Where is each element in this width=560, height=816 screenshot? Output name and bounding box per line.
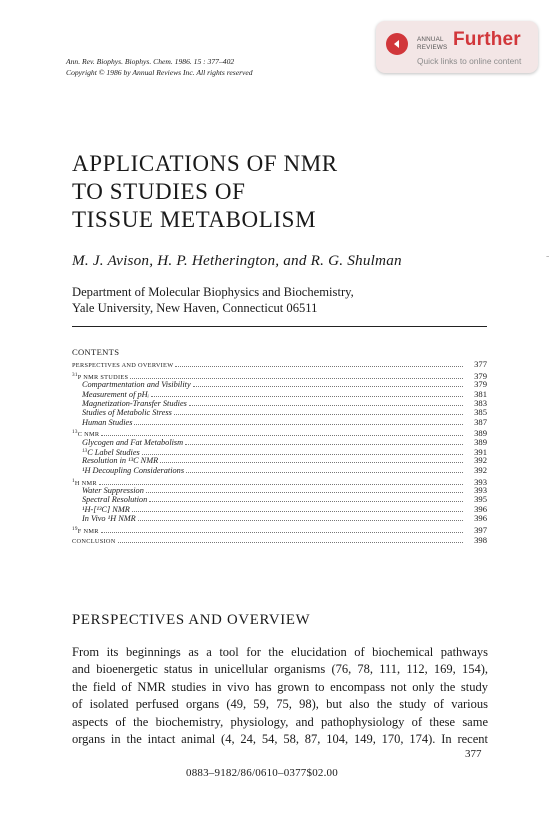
toc-entry-text: Compartmentation and Visibility [82,380,191,390]
toc-entry-title [72,399,187,408]
toc-leader-dots [146,486,463,493]
toc-entry[interactable] [72,438,487,447]
toc-entry[interactable] [72,418,487,427]
toc-page-number: 377 [474,359,487,369]
toc-entry[interactable] [72,399,487,408]
body-line: the field of NMR studies in vivo has grown to encompass not only the study [72,679,488,694]
affiliation-line: Yale University, New Haven, Connecticut 06511 [72,301,318,315]
title-line: TO STUDIES OF [72,179,246,204]
body-line: and bioenergetic status in unicellular organisms (76, 78, 111, 112, 169, 154), [72,662,488,677]
toc-page-number: 393 [474,484,487,495]
toc-page-number: 392 [474,455,487,466]
toc-entry-text: Measurement of pHᵢ [82,389,149,399]
toc-entry-title [72,466,184,475]
toc-leader-dots [138,514,463,521]
edge-mark: - [546,251,550,262]
affiliation-line: Department of Molecular Biophysics and Biochemistry, [72,285,354,299]
toc-entry-title [72,438,183,447]
toc-page-number: 389 [474,428,487,439]
toc-page-number: 379 [474,370,487,381]
toc-page-number: 391 [474,447,487,458]
toc-leader-dots [130,372,463,379]
annual-reviews-further-badge[interactable] [376,21,538,73]
toc-entry-title [72,380,191,389]
toc-entry[interactable] [72,486,487,495]
toc-page-number: 396 [474,503,487,514]
page-number: 377 [465,748,482,760]
toc-entry-text: Resolution in ¹³C NMR [82,456,159,466]
toc-entry-text: CONCLUSION [72,537,116,545]
toc-page-number: 397 [474,524,487,535]
toc-entry-title [72,525,99,536]
body-line: From its beginnings as a tool for the elucidation of biochemical pathways [72,645,488,659]
toc-entry-text: Studies of Metabolic Stress [82,408,172,418]
toc-entry[interactable] [72,456,487,465]
toc-entry-text: Human Studies [82,417,133,427]
toc-entry-title [72,486,144,495]
toc-entry[interactable] [72,408,487,417]
toc-entry-text: ¹H Decoupling Considerations [82,465,185,475]
toc-entry[interactable] [72,514,487,523]
author-affiliation [72,284,354,316]
toc-entry-text: In Vivo ¹H NMR [82,514,136,523]
toc-leader-dots [142,448,463,455]
isotope-superscript: 13 [72,429,78,436]
toc-entry[interactable] [72,477,487,486]
toc-entry-text: Water Suppression [82,485,144,495]
contents-heading: CONTENTS [72,347,120,357]
toc-entry-title [72,408,172,417]
isotope-superscript: 19 [72,525,78,532]
title-line: APPLICATIONS OF NMR [72,151,338,176]
toc-entry[interactable] [72,466,487,475]
toc-entry-text: Glycogen and Fat Metabolism [82,437,184,447]
toc-page-number: 389 [474,436,487,447]
body-line: organs in the intact animal (4, 24, 54, 58, 87, 104, 149, 170, 174). In recent [72,732,488,747]
toc-page-number: 396 [474,513,487,523]
toc-entry-text: Spectral Resolution [82,495,148,505]
toc-leader-dots [99,478,463,485]
toc-entry[interactable] [72,505,487,514]
journal-citation-header [66,56,253,78]
toc-entry[interactable] [72,525,487,534]
journal-citation-line: Ann. Rev. Biophys. Biophys. Chem. 1986. 15 : 377–402 [66,57,235,66]
toc-entry-text: F NMR [77,527,99,535]
copyright-line: Copyright © 1986 by Annual Reviews Inc. All rights reserved [66,68,253,77]
back-arrow-icon [386,33,408,55]
toc-entry-title [72,505,130,514]
title-line: TISSUE METABOLISM [72,207,317,232]
toc-entry-text: ¹H-[¹³C] NMR [82,504,130,514]
toc-entry[interactable] [72,380,487,389]
toc-leader-dots [185,438,463,445]
toc-entry-title [72,418,132,427]
toc-entry-title [72,495,147,504]
article-title [72,150,338,234]
badge-reviews-text: REVIEWS [417,44,448,51]
toc-leader-dots [101,526,463,533]
toc-leader-dots [186,466,463,473]
toc-leader-dots [134,418,463,425]
toc-leader-dots [174,408,463,415]
toc-entry-title [72,537,116,546]
toc-leader-dots [193,380,463,387]
toc-entry-title [72,514,136,523]
left-triangle-icon [391,38,403,50]
toc-entry[interactable] [72,371,487,380]
toc-page-number: 387 [474,416,487,427]
toc-leader-dots [149,495,463,502]
toc-entry-title [72,361,173,370]
toc-leader-dots [160,456,463,463]
toc-entry[interactable] [72,495,487,504]
toc-entry-text: C Label Studies [87,448,140,458]
toc-entry-text: PERSPECTIVES AND OVERVIEW [72,362,174,369]
badge-annual-text: ANNUAL [417,36,444,43]
toc-entry[interactable] [72,536,487,545]
body-paragraph [72,644,488,748]
toc-leader-dots [118,536,463,543]
toc-leader-dots [101,429,463,436]
toc-page-number: 398 [474,534,487,545]
toc-page-number: 379 [474,379,487,390]
table-of-contents [72,360,487,545]
article-authors: M. J. Avison, H. P. Hetherington, and R. G. Shulman [72,252,402,269]
toc-entry-text: Magnetization-Transfer Studies [82,398,187,408]
toc-entry-text: P NMR STUDIES [77,373,129,381]
badge-tagline: Quick links to online content [417,56,522,66]
toc-leader-dots [132,505,463,512]
toc-page-number: 381 [474,388,487,399]
isotope-superscript: 13 [82,448,88,455]
badge-further-logo: Further [453,29,521,50]
section-heading: PERSPECTIVES AND OVERVIEW [72,612,311,628]
isotope-superscript: 31 [72,371,78,378]
horizontal-rule [72,326,487,327]
footer-code: 0883–9182/86/0610–0377$02.00 [186,767,338,779]
toc-page-number: 385 [474,407,487,418]
toc-leader-dots [175,360,463,367]
toc-entry[interactable] [72,447,487,456]
toc-entry[interactable] [72,390,487,399]
toc-entry-title [72,456,158,465]
toc-entry[interactable] [72,360,487,369]
toc-leader-dots [151,390,463,397]
toc-page-number: 383 [474,397,487,408]
toc-entry-text: H NMR [74,479,97,487]
toc-entry-text: C NMR [77,431,100,439]
body-line: aspects of the biochemistry, physiology, and pathophysiology of these same [72,714,488,729]
toc-page-number: 395 [474,494,487,505]
isotope-superscript: 1 [72,477,75,484]
toc-entry[interactable] [72,428,487,437]
toc-page-number: 393 [474,476,487,487]
body-line: of isolated perfused organs (49, 59, 75, 98), but also the study of various [72,697,488,712]
toc-leader-dots [189,399,463,406]
toc-entry-title [72,390,149,399]
toc-page-number: 392 [474,464,487,475]
